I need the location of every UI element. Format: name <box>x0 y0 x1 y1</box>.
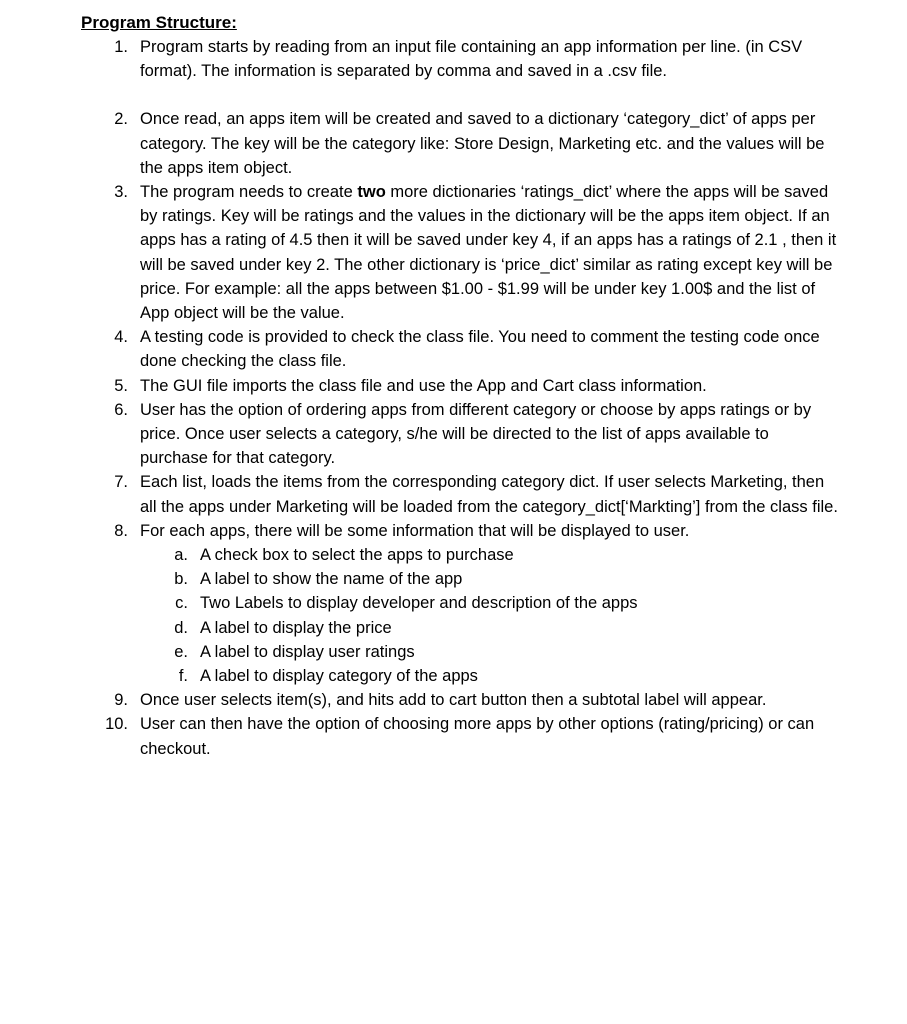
list-item <box>0 35 840 83</box>
sub-list-item <box>140 591 840 615</box>
item-text: A testing code is provided to check the class file. You need to comment the testing code once done checking the class file. <box>140 328 820 371</box>
list-item <box>0 688 840 712</box>
sub-list-item <box>140 567 840 591</box>
item-number: 7. <box>114 473 128 492</box>
sub-list-item <box>140 640 840 664</box>
list-item <box>0 374 840 398</box>
item-text-after: more dictionaries ‘ratings_dict’ where the apps will be saved by ratings. Key will be ratings and the values in the dictionary will be the apps item object. If an apps has a rating of 4.5 then it will be saved under key 4, if an apps has a ratings of 2.1 , then it will be saved under key 2. The other dictionary is ‘price_dict’ similar as rating except key will be price. For example: all the apps between $1.00 - $1.99 will be under key 1.00$ and the list of App object will be the value. <box>140 183 837 323</box>
sub-item-letter: c. <box>175 594 188 613</box>
sub-item-text: A check box to select the apps to purchase <box>200 546 514 565</box>
item-text: User can then have the option of choosing more apps by other options (rating/pricing) or can checkout. <box>140 715 815 758</box>
list-item <box>0 519 840 688</box>
sub-item-text: A label to show the name of the app <box>200 570 463 589</box>
item-number: 10. <box>105 715 128 734</box>
section-heading: Program Structure: <box>81 13 237 32</box>
sub-item-text: A label to display category of the apps <box>200 667 478 686</box>
sub-item-letter: f. <box>178 667 188 686</box>
item-text: Each list, loads the items from the corresponding category dict. If user selects Marketing, then all the apps under Marketing will be loaded from the category_dict[‘Markting’] from the class file. <box>140 473 838 516</box>
item-number: 4. <box>114 328 128 347</box>
sub-item-letter: b. <box>174 570 188 589</box>
item-text: User has the option of ordering apps from different category or choose by apps ratings or by price. Once user selects a category, s/he will be directed to the list of apps available to purchase for that category. <box>140 400 812 468</box>
sub-item-letter: d. <box>174 618 188 637</box>
list-item <box>0 470 840 518</box>
item-text: The GUI file imports the class file and use the App and Cart class information. <box>140 376 707 395</box>
item-text: Program starts by reading from an input file containing an app information per line. (in CSV format). The information is separated by comma and saved in a .csv file. <box>140 38 803 81</box>
item-text: Once user selects item(s), and hits add to cart button then a subtotal label will appear. <box>140 691 767 710</box>
sub-item-text: Two Labels to display developer and description of the apps <box>200 594 638 613</box>
item-text: For each apps, there will be some information that will be displayed to user. <box>140 521 690 540</box>
sub-item-text: A label to display the price <box>200 618 392 637</box>
item-number: 1. <box>114 38 128 56</box>
item-text: Once read, an apps item will be created and saved to a dictionary ‘category_dict’ of apps per category. The key will be the category like: Store Design, Marketing etc. and the values will be the apps item object. <box>140 110 825 177</box>
list-item <box>0 398 840 471</box>
sub-item-text: A label to display user ratings <box>200 642 415 661</box>
sub-list-item <box>140 543 840 567</box>
list-item <box>0 107 840 180</box>
list-item <box>0 712 840 760</box>
item-number: 5. <box>114 376 128 395</box>
sub-item-letter: e. <box>174 642 188 661</box>
list-item <box>0 325 840 373</box>
sub-list-item <box>140 616 840 640</box>
sub-item-letter: a. <box>174 546 188 565</box>
list-item <box>0 180 840 325</box>
item-number: 9. <box>114 691 128 710</box>
program-structure-list <box>0 35 907 761</box>
item-number: 6. <box>114 400 128 419</box>
item-number: 2. <box>114 110 128 129</box>
item-text-bold: two <box>357 183 386 202</box>
sub-list-item <box>140 664 840 688</box>
item-number: 8. <box>114 521 128 540</box>
sub-list <box>140 543 840 688</box>
item-number: 3. <box>114 183 128 202</box>
item-text-before: The program needs to create <box>140 183 358 202</box>
